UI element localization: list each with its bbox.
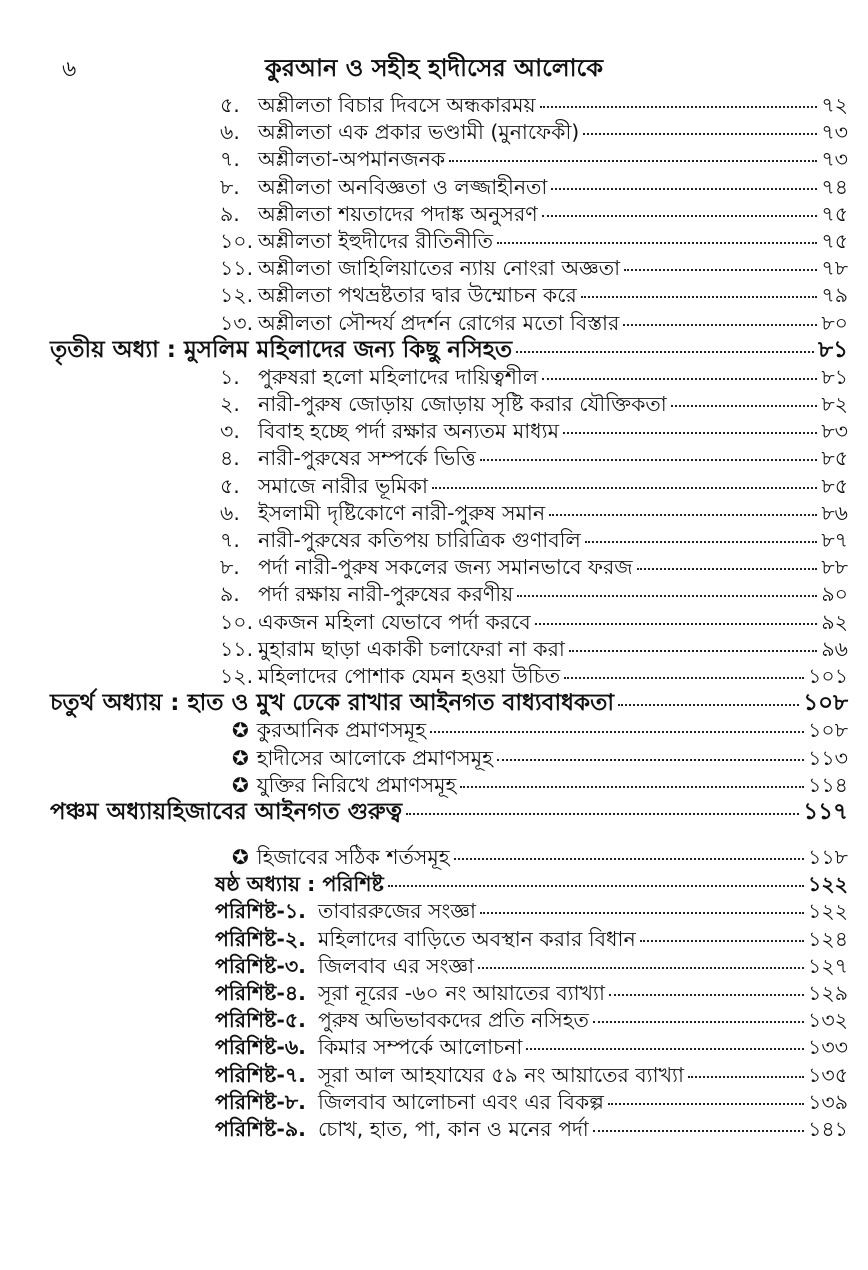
toc-entry-title: মহিলাদের বাড়িতে অবস্থান করার বিধান: [317, 926, 636, 951]
toc-entry: [0, 282, 868, 309]
toc-page-number: ১৩৫: [808, 1062, 848, 1087]
dot-leader: [618, 704, 799, 706]
toc-entry-number: পরিশিষ্ট-৮.: [215, 1089, 306, 1114]
toc-entry-number: পরিশিষ্ট-৪.: [215, 981, 306, 1005]
toc-entry: [0, 119, 868, 146]
dot-leader: [480, 912, 804, 914]
toc-entry-title: অশ্লীলতা এক প্রকার ভণ্ডামী (মুনাফেকী): [258, 120, 580, 145]
toc-entry: [0, 980, 868, 1007]
dot-leader: [581, 296, 818, 298]
toc-entry-number: ১১.: [220, 256, 254, 281]
toc-entry-number: ৯.: [220, 201, 240, 226]
toc-entry-title: নারী-পুরুষের কতিপয় চারিত্রিক গুণাবলি: [258, 528, 581, 552]
toc-page-number: ৭৪: [821, 174, 848, 199]
toc-page-number: ৮২: [821, 392, 848, 417]
toc-page-number: ৭৩: [821, 147, 848, 172]
toc-entry: [0, 636, 868, 663]
dot-leader: [585, 541, 818, 543]
dot-leader: [549, 514, 817, 516]
toc-entry-title: হিজাবের সঠিক শর্তসমূহ: [256, 845, 450, 870]
toc-entry-number: পরিশিষ্ট-২.: [215, 926, 306, 951]
toc-page-number: ৮১: [818, 336, 848, 363]
toc-entry-title: অশ্লীলতা শয়তাদের পদাঙ্ক অনুসরণ: [258, 201, 538, 226]
dot-leader: [551, 188, 817, 190]
dot-leader: [583, 133, 817, 135]
toc-entry-number: ৭.: [220, 147, 240, 172]
dot-leader: [454, 858, 805, 860]
toc-entry-title: অশ্লীলতা পথভ্রষ্টতার দ্বার উম্মোচন করে: [258, 283, 577, 308]
toc-entry-number: ১২.: [220, 663, 254, 688]
dot-leader: [542, 215, 818, 217]
toc-entry-number: ৭.: [220, 528, 240, 552]
toc-page-number: ১১৭: [803, 798, 848, 825]
dot-leader: [526, 1048, 804, 1050]
toc-page-number: ১১৮: [808, 845, 848, 870]
dot-leader: [478, 967, 804, 969]
toc-entry-number: ১৩.: [220, 310, 254, 335]
toc-page-number: ১২৪: [808, 926, 848, 951]
toc-entry-title: নারী-পুরুষের সম্পর্কে ভিত্তি: [258, 446, 476, 471]
toc-entry-title: অশ্লীলতা জাহিলিয়াতের ন্যায় নোংরা অজ্ঞতা: [258, 256, 621, 281]
dot-leader: [608, 1103, 804, 1105]
toc-entry-number: ৬.: [220, 500, 240, 525]
toc-page-number: ৭৫: [821, 201, 848, 226]
toc-entry-title: সূরা আল আহযাযের ৫৯ নং আয়াতের ব্যাখ্যা: [317, 1062, 684, 1087]
toc-entry: [0, 554, 868, 581]
toc-entry-number: ১২.: [220, 283, 254, 308]
toc-page-number: ৮৭: [821, 528, 848, 552]
dot-leader: [593, 1130, 804, 1132]
toc-page-number: ১৩৩: [808, 1035, 848, 1060]
dot-leader: [517, 595, 817, 597]
dot-leader: [540, 106, 818, 108]
toc-entry-title: পঞ্চম অধ্যায়হিজাবের আইনগত গুরুত্ব: [50, 798, 403, 825]
dot-leader: [460, 786, 804, 788]
toc-chapter-heading: [0, 337, 868, 364]
dot-leader: [688, 1076, 804, 1078]
toc-page-number: ৯২: [821, 609, 848, 634]
toc-entry-number: পরিশিষ্ট-৯.: [215, 1116, 306, 1141]
toc-entry-number: ৯.: [220, 582, 240, 607]
toc-entry: [0, 146, 868, 173]
dot-leader: [516, 351, 814, 353]
toc-entry-title: পুরুষ অভিভাবকদের প্রতি নসিহত: [317, 1008, 589, 1033]
toc-spacer: [0, 826, 868, 844]
toc-entry: [0, 1034, 868, 1061]
toc-entry: [0, 745, 868, 772]
toc-page-number: ৭৫: [821, 228, 848, 253]
toc-entry-title: অশ্লীলতা-অপমানজনক: [258, 147, 446, 172]
toc-page-number: ১২২: [808, 899, 848, 924]
toc-entry-number: পরিশিষ্ট-৭.: [215, 1062, 306, 1087]
toc-entry: [0, 926, 868, 953]
toc-entry: [0, 663, 868, 690]
toc-page-number: ১১৩: [808, 745, 848, 770]
toc-entry-number: ৫.: [220, 473, 240, 498]
toc-entry-number: ১০.: [220, 609, 254, 634]
toc-entry-title: ষষ্ঠ অধ্যায় : পরিশিষ্ট: [215, 872, 384, 897]
toc-page-number: ৯৬: [821, 636, 848, 661]
toc-entry-number: পরিশিষ্ট-৩.: [215, 953, 306, 978]
toc-entry: [0, 310, 868, 337]
toc-entry-title: নারী-পুরুষ জোড়ায় জোড়ায় সৃষ্টি করার যৌক্তিকতা: [258, 392, 667, 417]
toc-entry: [0, 527, 868, 554]
toc-page-number: ৮৩: [821, 419, 848, 444]
toc-entry-title: তৃতীয় অধ্যা : মুসলিম মহিলাদের জন্য কিছু নসিহত: [50, 336, 513, 363]
toc-entry: [0, 953, 868, 980]
star-bullet-icon: ✪: [232, 745, 249, 770]
toc-page-number: ৮৬: [821, 500, 848, 525]
table-of-contents: [0, 92, 868, 1143]
toc-entry: [0, 581, 868, 608]
toc-entry: [0, 500, 868, 527]
toc-page-number: ১০১: [808, 663, 848, 688]
toc-page-number: ৮৫: [821, 446, 848, 471]
dot-leader: [593, 1021, 804, 1023]
toc-page-number: ১১৪: [808, 772, 848, 797]
toc-entry: [0, 717, 868, 744]
toc-page-number: ১৩৯: [808, 1089, 848, 1114]
toc-entry: [0, 445, 868, 472]
dot-leader: [388, 885, 804, 887]
toc-page-number: ৮০: [821, 310, 848, 335]
dot-leader: [671, 405, 818, 407]
dot-leader: [406, 813, 799, 815]
toc-entry-title: মহিলাদের পোশাক যেমন হওয়া উচিত: [258, 663, 561, 688]
toc-entry-number: ২.: [220, 392, 240, 417]
toc-entry: [0, 1007, 868, 1034]
toc-entry-number: ৮.: [220, 174, 240, 199]
toc-entry-title: তাবাররুজের সংজ্ঞা: [317, 899, 476, 924]
dot-leader: [623, 324, 817, 326]
toc-entry-number: ৮.: [220, 555, 240, 580]
toc-entry: [0, 1062, 868, 1089]
star-bullet-icon: ✪: [232, 718, 249, 743]
toc-entry: [0, 255, 868, 282]
toc-page-number: ১০৮: [803, 690, 848, 717]
toc-entry: [0, 364, 868, 391]
page-header: [0, 46, 868, 86]
toc-entry-number: পরিশিষ্ট-৬.: [215, 1035, 306, 1060]
toc-entry-number: পরিশিষ্ট-৫.: [215, 1008, 306, 1033]
toc-entry: [0, 1089, 868, 1116]
toc-entry-title: পর্দা নারী-পুরুষ সকলের জন্য সমানভাবে ফরজ: [258, 555, 633, 580]
toc-entry-title: ইসলামী দৃষ্টিকোণে নারী-পুরুষ সমান: [258, 500, 546, 525]
toc-page-number: ১২৯: [808, 981, 848, 1005]
toc-entry-title: অশ্লীলতা ইহুদীদের রীতিনীতি: [258, 228, 494, 253]
dot-leader: [430, 731, 804, 733]
toc-entry-title: যুক্তির নিরিখে প্রমাণসমূহ: [256, 772, 457, 797]
toc-entry: [0, 772, 868, 799]
toc-page-number: ৮৫: [821, 473, 848, 498]
dot-leader: [497, 242, 817, 244]
toc-entry-title: অশ্লীলতা বিচার দিবসে অন্ধকারময়: [258, 93, 536, 117]
dot-leader: [637, 568, 818, 570]
toc-entry-title: চতুর্থ অধ্যায় : হাত ও মুখ ঢেকে রাখার আইনগত বাধ্যবাধকতা: [50, 690, 615, 717]
running-title: কুরআন ও সহীহ হাদীসের আলোকে: [265, 54, 603, 82]
toc-entry-title: সূরা নূরের -৬০ নং আয়াতের ব্যাখ্যা: [317, 981, 605, 1005]
toc-entry-title: হাদীসের আলোকে প্রমাণসমূহ: [256, 745, 493, 770]
toc-entry-title: মুহারাম ছাড়া একাকী চলাফেরা না করা: [258, 636, 565, 661]
toc-page-number: ৭৮: [821, 256, 848, 281]
toc-entry-title: কুরআনিক প্রমাণসমূহ: [256, 718, 426, 743]
toc-section-heading: [0, 871, 868, 898]
toc-page-number: ৭৩: [821, 120, 848, 145]
toc-entry-title: কিমার সম্পর্কে আলোচনা: [317, 1035, 523, 1060]
dot-leader: [432, 487, 818, 489]
toc-entry: [0, 473, 868, 500]
toc-entry-title: একজন মহিলা যেভাবে পর্দা করবে: [258, 609, 531, 634]
toc-entry: [0, 609, 868, 636]
toc-entry-number: পরিশিষ্ট-১.: [215, 899, 306, 924]
dot-leader: [497, 759, 804, 761]
toc-page-number: ১৪১: [808, 1116, 848, 1141]
toc-entry-number: ৩.: [220, 419, 240, 444]
toc-page-number: ১০৮: [808, 718, 848, 743]
star-bullet-icon: ✪: [232, 772, 249, 797]
toc-entry-title: সমাজে নারীর ভূমিকা: [258, 473, 428, 498]
toc-chapter-heading: [0, 690, 868, 717]
dot-leader: [542, 378, 817, 380]
dot-leader: [569, 650, 818, 652]
toc-page-number: ১২৭: [808, 953, 848, 978]
toc-entry: [0, 92, 868, 119]
toc-entry-number: ৫.: [220, 93, 240, 117]
dot-leader: [564, 677, 804, 679]
toc-entry-number: ৪.: [220, 446, 240, 471]
dot-leader: [449, 160, 817, 162]
toc-entry-number: ১১.: [220, 636, 254, 661]
toc-entry-number: ১০.: [220, 228, 254, 253]
toc-entry: [0, 391, 868, 418]
toc-page-number: ৮৮: [821, 555, 848, 580]
dot-leader: [640, 940, 804, 942]
toc-entry-title: জিলবাব এর সংজ্ঞা: [317, 953, 475, 978]
toc-page-number: ৯০: [821, 582, 848, 607]
toc-page-number: ৭৯: [821, 283, 848, 308]
toc-page-number: ১৩২: [808, 1008, 848, 1033]
page-number: ৬: [62, 57, 77, 82]
toc-entry-number: ১.: [220, 364, 240, 389]
toc-entry-title: অশ্লীলতা সৌন্দর্য প্রদর্শন রোগের মতো বিস্তার: [258, 310, 620, 335]
toc-entry: [0, 174, 868, 201]
toc-entry: [0, 228, 868, 255]
dot-leader: [563, 432, 817, 434]
toc-entry: [0, 1116, 868, 1143]
dot-leader: [624, 269, 817, 271]
dot-leader: [535, 623, 818, 625]
toc-entry-title: জিলবাব আলোচনা এবং এর বিকল্প: [317, 1089, 604, 1114]
toc-entry-title: চোখ, হাত, পা, কান ও মনের পর্দা: [317, 1116, 589, 1141]
toc-page-number: ৮১: [821, 364, 848, 389]
toc-entry: [0, 844, 868, 871]
dot-leader: [480, 459, 818, 461]
dot-leader: [609, 994, 804, 996]
toc-entry-title: পর্দা রক্ষায় নারী-পুরুষের করণীয়: [258, 582, 514, 607]
toc-page-number: ৭২: [821, 93, 848, 117]
toc-entry: [0, 418, 868, 445]
toc-entry-title: অশ্লীলতা অনবিজ্ঞতা ও লজ্জাহীনতা: [258, 174, 548, 199]
toc-entry-number: ৬.: [220, 120, 240, 145]
toc-chapter-heading: [0, 799, 868, 826]
toc-entry: [0, 201, 868, 228]
toc-entry-title: বিবাহ হচ্ছে পর্দা রক্ষার অন্যতম মাধ্যম: [258, 419, 559, 444]
star-bullet-icon: ✪: [232, 845, 249, 870]
toc-page-number: ১২২: [808, 872, 848, 897]
toc-entry-title: পুরুষরা হলো মহিলাদের দায়িত্বশীল: [258, 364, 538, 389]
toc-entry: [0, 898, 868, 925]
